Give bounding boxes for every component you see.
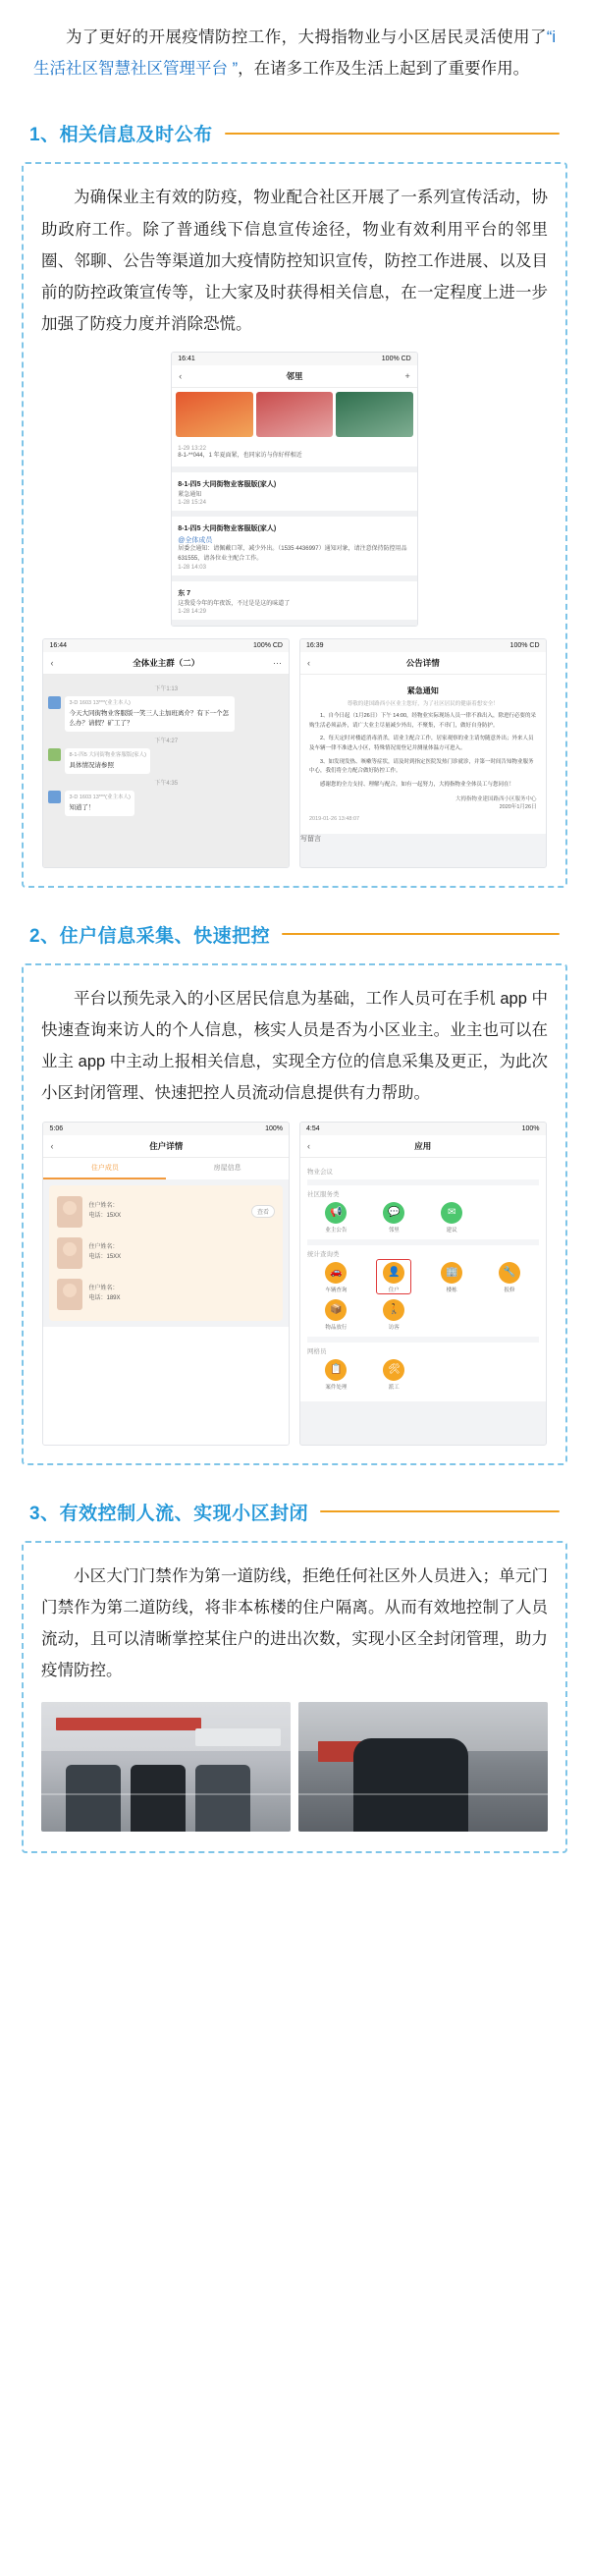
intro-paragraph [0,0,589,94]
nav-title: 住户详情 [149,1140,184,1151]
resident-name-label: 住户姓名： [88,1244,119,1251]
resident-phone: 电话：15XX [88,1253,122,1260]
post-time: 1-28 14:03 [178,564,206,571]
chat-timestamp: 下午4:27 [154,738,179,744]
photo-railing [298,1793,548,1833]
announcement-footer-time: 2019-01-26 13:48:07 [309,815,360,822]
more-icon[interactable]: ⋯ [273,657,282,668]
banner-image-3 [336,392,413,437]
status-indicators: 100% [265,1124,283,1132]
announcement-paragraph: 1、自今日起（1月26日）下午 14:00，经物业实际现场人员一律不准出入，除进行必要的采购生活必须品外，请广大业主尽量减少外出，不聚集，不串门，做好自身防护。 [309,713,537,729]
app-item-announcement[interactable] [307,1202,365,1233]
status-time: 16:41 [178,356,195,363]
heading-rule [320,1510,560,1512]
car-icon: 🚗 [325,1262,347,1284]
announcement-paragraph: 感谢您的全力支持、理解与配合，如有一起努力，大拇指物业全体员工与您同在！ [320,781,515,788]
intro-text-after: ，在诸多工作及生活上起到了重要作用。 [238,60,530,79]
back-icon[interactable]: ‹ [50,658,54,669]
announcement-article [300,675,546,833]
section-frame-3 [22,1541,567,1854]
post-text: 8-1-**044，1 年夏面紧，也同家访与你好样相近 [178,453,302,460]
post-tag: @全体成员 [178,537,213,545]
message-icon: ✉ [441,1202,462,1224]
phone-neighborhood [171,352,418,627]
app-label: 报修 [504,1287,515,1293]
back-icon[interactable]: ‹ [307,1140,310,1151]
nav-bar [43,652,289,675]
avatar [57,1279,82,1310]
resident-tabs [43,1158,289,1179]
intro-text-before: 为了更好的开展疫情防控工作，大拇指物业与小区居民灵活使用了 [66,28,547,46]
dispatch-icon: 🛠 [383,1359,404,1381]
app-grid-community [307,1202,539,1239]
heading-rule [282,933,560,935]
status-bar [172,353,417,365]
avatar [48,791,61,803]
post-text: 居委会通知：请佩戴口罩，减少外出。（1535 4436997）通知对象，请注意保持防控用品631555，请各位业主配合工作。 [178,546,407,562]
app-label: 访客 [388,1324,400,1331]
nav-title: 全体业主群（二） [133,658,200,669]
table-row[interactable] [55,1191,277,1233]
announcement-subtitle: 尊敬的建国路西小区业主您好，为了社区居民的健康着想安全！ [347,701,499,708]
app-grid-statistics [307,1262,539,1337]
case-icon: 📋 [325,1359,347,1381]
avatar [57,1196,82,1228]
list-item[interactable] [172,581,417,627]
phone-app-grid [299,1122,547,1446]
app-label: 派工 [388,1384,400,1391]
post-title: 8-1-四5 大同街物业客服版(家人) [178,480,277,488]
chat-sender: 3-D 1603 13***(业主本人) [69,700,131,707]
announcement-date: 2020年1月26日 [499,803,537,810]
wrench-icon: 🔧 [499,1262,520,1284]
box-icon: 📦 [325,1299,347,1321]
section-heading-1 [0,94,589,152]
section-heading-3 [0,1473,589,1531]
tab-house-info[interactable]: 房屋信息 [213,1164,241,1172]
phone-group-chat [42,638,290,868]
group-label: 社区服务类 [307,1190,340,1198]
section-body-3: 小区大门门禁作为第一道防线，拒绝任何社区外人员进入；单元门门禁作为第二道防线，将非本栋楼的住户隔离。从而有效地控制了人员流动，且可以清晰掌控某住户的进出次数，实现小区全封闭管理，助力疫情防控。 [41,1566,548,1680]
post-title: 东 7 [178,589,191,597]
table-row[interactable] [55,1233,277,1274]
app-label: 住户 [388,1287,400,1293]
app-item-dispatch[interactable] [365,1359,423,1391]
back-icon[interactable]: ‹ [179,371,183,382]
resident-info [88,1285,275,1303]
section-title-3: 3、有效控制人流、实现小区封闭 [29,1503,309,1524]
add-icon[interactable]: + [404,371,410,382]
list-item[interactable] [172,472,417,518]
divider [307,1337,539,1343]
banner-image-1 [176,392,253,437]
status-indicators: 100% [521,1124,540,1132]
app-item-vehicle[interactable] [307,1262,365,1293]
nav-title: 邻里 [286,371,303,382]
back-icon[interactable]: ‹ [307,658,310,669]
section-heading-2 [0,896,589,954]
post-time: 1-28 14:29 [178,609,206,616]
divider [307,1179,539,1185]
avatar [48,696,61,709]
section-frame-1 [22,162,567,888]
chat-timestamp: 下午4:35 [154,780,179,787]
status-indicators: 100% CD [509,642,540,650]
phone-resident-detail [42,1122,290,1446]
avatar [57,1237,82,1269]
banner-image-2 [256,392,334,437]
photo-row [37,1692,552,1834]
comment-bar[interactable] [300,834,546,844]
write-comment-button[interactable]: 写留言 [300,835,321,843]
app-item-neighborhood[interactable] [365,1202,423,1233]
banner-images [172,388,417,441]
list-item[interactable] [172,441,417,472]
screenshot-row-2 [37,638,552,868]
section-title-1: 1、相关信息及时公布 [29,125,213,146]
app-label: 邻里 [388,1227,400,1233]
app-item-case[interactable] [307,1359,365,1391]
status-time: 16:39 [306,642,324,650]
announcement-paragraph: 3、如发现发热、咳嗽等症状，请及时到指定医院发热门诊就诊，并第一时间告知物业服务中心，我们将全力配合做好防控工作。 [309,758,534,775]
group-label: 统计查询类 [307,1250,340,1258]
resident-name-label: 住户姓名： [88,1286,119,1292]
resident-name-label: 住户姓名： [88,1203,119,1210]
app-label: 案件处理 [325,1384,348,1391]
group-label: 网格员 [307,1347,327,1355]
resident-info [88,1202,245,1221]
platform-name: “i 生活社区智慧社区管理平台 ” [33,28,556,79]
photo-railing [41,1793,291,1833]
screenshot-row-1 [37,352,552,627]
post-text: 紧急通知 [178,491,202,498]
announcement-headline: 紧急通知 [406,686,439,696]
chat-sender: 8-1-四5 大同街物业客服版(家人) [69,751,147,758]
status-bar [43,1123,289,1135]
status-time: 4:54 [306,1124,320,1132]
photo-security-guard [298,1702,548,1832]
chat-text: 今天大同街物业客服版一笑三人主加班离介？有下一个怎么办？请假？矿工了？ [69,710,229,728]
chat-timestamp: 下午1:13 [154,686,179,693]
nav-bar [300,1135,546,1158]
chat-row [48,791,284,816]
photo-banner [56,1718,200,1730]
screenshot-row-3 [37,1122,552,1446]
nav-bar [43,1135,289,1158]
app-item-visitor[interactable] [365,1299,423,1331]
heading-rule [225,133,560,135]
chat-bubble [65,696,234,732]
status-bar [43,639,289,652]
resident-phone: 电话：189X [88,1294,121,1301]
back-icon[interactable]: ‹ [50,1140,54,1151]
status-time: 5:06 [49,1124,64,1132]
status-indicators: 100% CD [253,642,283,650]
status-bar [300,639,546,652]
announcement-paragraph: 2、每天定时对楼道消毒消杀，请业主配合工作，居家观察的业主请勿随意外出；外来人员及车辆一律不准进入小区，特殊情况需登记并测量体温方可进入。 [309,736,534,752]
megaphone-icon: 📢 [325,1202,347,1224]
photo-tent [195,1728,280,1746]
chat-sender: 3-D 1603 13***(业主本人) [69,794,131,800]
post-text: 这我爱今年的年夜饭，不过是是这的味道了 [178,600,291,607]
view-button[interactable]: 查看 [251,1205,275,1218]
app-label: 建议 [446,1227,457,1233]
chat-text: 具体情况请参照 [69,762,114,770]
app-grid-grid-staff [307,1359,539,1397]
chat-bubble [65,791,134,816]
post-time: 1-28 15:24 [178,500,206,507]
chat-text: 知道了！ [69,804,95,812]
app-item-suggestion[interactable] [423,1202,481,1233]
app-item-resident[interactable] [365,1262,423,1293]
status-time: 16:44 [49,642,68,650]
chat-thread [43,675,289,867]
section-body-2: 平台以预先录入的小区居民信息为基础，工作人员可在手机 app 中快速查询来访人的个人信息，核实人员是否为小区业主。业主也可以在业主 app 中主动上报相关信息，实现全方位的信息采集及更正，为此次小区封闭管理、快速把控人员流动信息提供有力帮助。 [41,989,548,1103]
list-item[interactable] [172,517,417,580]
announcement-signature: 大拇指物业建国路西小区服务中心 [455,795,537,802]
status-indicators: 100% CD [381,356,411,363]
app-item-goods-release[interactable] [307,1299,365,1331]
nav-bar [300,652,546,675]
table-row[interactable] [55,1274,277,1315]
section-frame-2 [22,963,567,1465]
photo-gate-checkpoint [41,1702,291,1832]
person-icon: 👤 [383,1262,404,1284]
section-title-2: 2、住户信息采集、快速把控 [29,925,271,947]
phone-announcement [299,638,547,868]
app-label: 业主公告 [325,1227,348,1233]
chat-row [48,696,284,732]
nav-title: 应用 [414,1140,432,1151]
app-item-building[interactable] [423,1262,481,1293]
group-title: 物业会议 [307,1168,333,1176]
nav-title: 公告详情 [405,658,440,669]
visitor-icon: 🚶 [383,1299,404,1321]
app-label: 楼栋 [446,1287,457,1293]
resident-info [88,1243,275,1262]
resident-card [49,1185,283,1321]
app-item-repair[interactable] [481,1262,539,1293]
chat-row [48,748,284,774]
section-body-1: 为确保业主有效的防疫，物业配合社区开展了一系列宣传活动，协助政府工作。除了普通线下信息宣传途径，物业有效利用平台的邻里圈、邻聊、公告等渠道加大疫情防控知识宣传，防控工作进展、以及目前的防控政策宣传等，让大家及时获得相关信息，在一定程度上进一步加强了防疫力度并消除恐慌。 [41,189,548,334]
status-bar [300,1123,546,1135]
chat-bubble [65,748,150,774]
tab-members[interactable]: 住户成员 [43,1158,166,1179]
avatar [48,748,61,761]
nav-bar [172,365,417,388]
resident-phone: 电话：15XX [88,1212,122,1219]
app-label: 车辆查询 [325,1287,348,1293]
divider [307,1239,539,1245]
app-section-community [300,1158,546,1401]
post-title: 8-1-四5 大同街物业客服版(家人) [178,525,277,533]
app-label: 物品放行 [325,1324,348,1331]
building-icon: 🏢 [441,1262,462,1284]
post-time: 1-29 13:22 [178,446,206,453]
chat-icon: 💬 [383,1202,404,1224]
